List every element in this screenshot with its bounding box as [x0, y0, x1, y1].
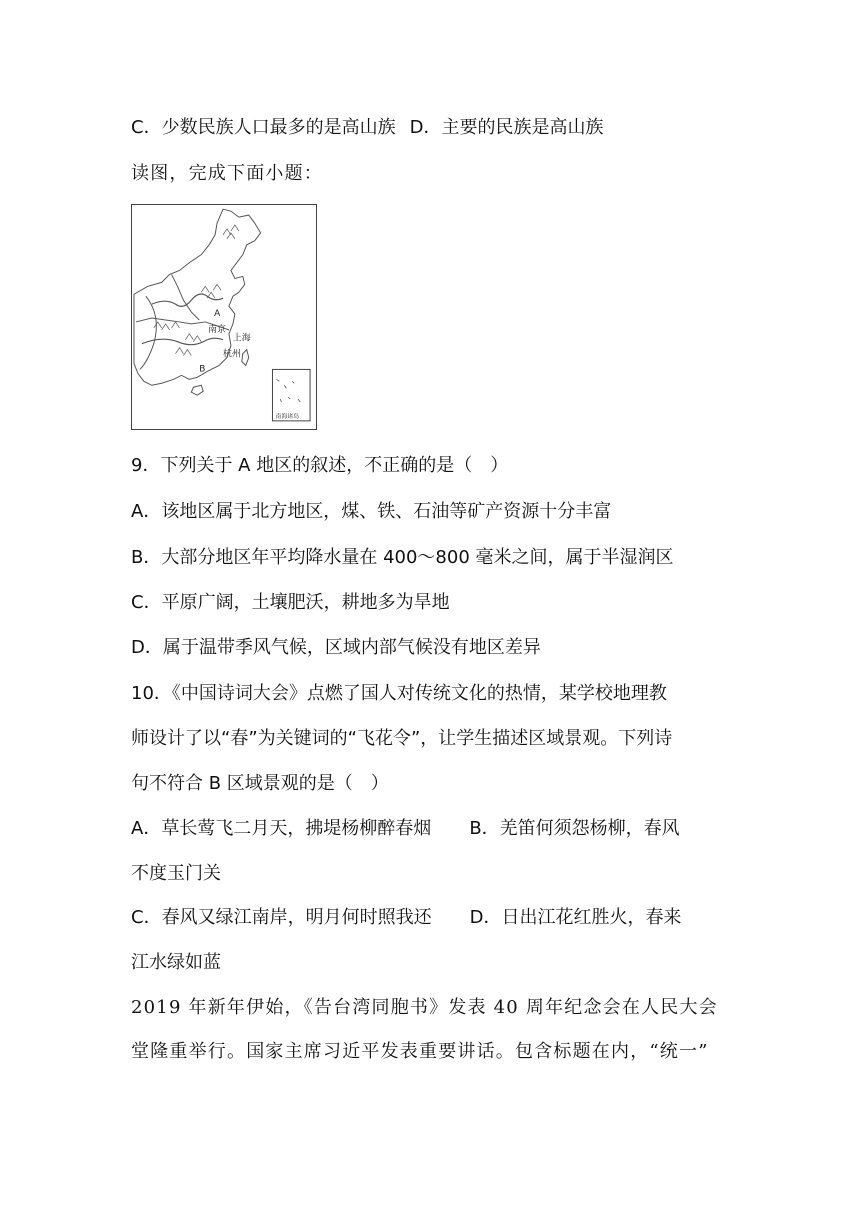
- q10-option-b-cont: 不度玉门关: [131, 863, 221, 884]
- map-label-b: B: [199, 364, 206, 375]
- passage-line1: 2019 年新年伊始，《告台湾同胞书》发表 40 周年纪念会在人民大会: [131, 997, 718, 1018]
- hainan-island: [191, 385, 203, 395]
- q10-option-a: A．草长莺飞二月天，拂堤杨柳醉春烟: [131, 818, 432, 839]
- q8-option-c: C．少数民族人口最多的是高山族: [131, 117, 396, 138]
- mountain-symbols: [154, 225, 239, 356]
- yellow-river: [152, 294, 223, 306]
- china-map-svg: [132, 205, 316, 429]
- inner-boundary: [172, 274, 200, 320]
- map-label-shanghai: 上海: [232, 333, 251, 344]
- q9-option-d: D．属于温带季风气候，区域内部气候没有地区差异: [131, 637, 541, 658]
- west-boundary: [140, 296, 156, 369]
- q10-stem-line3: 句不符合 B 区域景观的是（ ）: [131, 773, 389, 794]
- q10-option-b: B．羌笛何须怨杨柳，春风: [469, 818, 680, 839]
- map-label-inset: 南海诸岛: [275, 412, 300, 420]
- q9-option-c: C．平原广阔，土壤肥沃，耕地多为旱地: [131, 592, 450, 613]
- map-label-hangzhou: 杭州: [223, 349, 241, 360]
- q10-stem-line2: 师设计了以“春”为关键词的“飞花令”，让学生描述区域景观。下列诗: [131, 728, 673, 749]
- q10-options-row1: [131, 817, 680, 841]
- q10-stem-line1: 10．《中国诗词大会》点燃了国人对传统文化的热情，某学校地理教: [131, 683, 667, 704]
- q10-option-c: C．春风又绿江南岸，明月何时照我还: [131, 907, 432, 928]
- map-label-a: A: [214, 309, 221, 320]
- q9-option-b: B．大部分地区年平均降水量在 400～800 毫米之间，属于半湿润区: [131, 547, 674, 568]
- q8-option-d: D．主要的民族是高山族: [409, 117, 604, 138]
- q10-option-d-cont: 江水绿如蓝: [131, 952, 221, 973]
- china-outline: [134, 209, 261, 385]
- taiwan-island: [242, 350, 249, 366]
- q9-stem: 9．下列关于 A 地区的叙述，不正确的是（ ）: [131, 455, 509, 476]
- passage-line2: 堂隆重举行。国家主席习近平发表重要讲话。包含标题在内，“统一”: [131, 1041, 709, 1062]
- map-label-nanjing: 南京: [208, 324, 226, 335]
- q10-option-d: D．日出江花红胜火，春来: [469, 907, 682, 928]
- china-map-figure: [131, 204, 317, 430]
- map-intro: 读图，完成下面小题：: [131, 163, 323, 184]
- q9-option-a: A．该地区属于北方地区，煤、铁、石油等矿产资源十分丰富: [131, 501, 612, 522]
- q8-options-row: [131, 116, 603, 140]
- q10-options-row2: [131, 906, 681, 930]
